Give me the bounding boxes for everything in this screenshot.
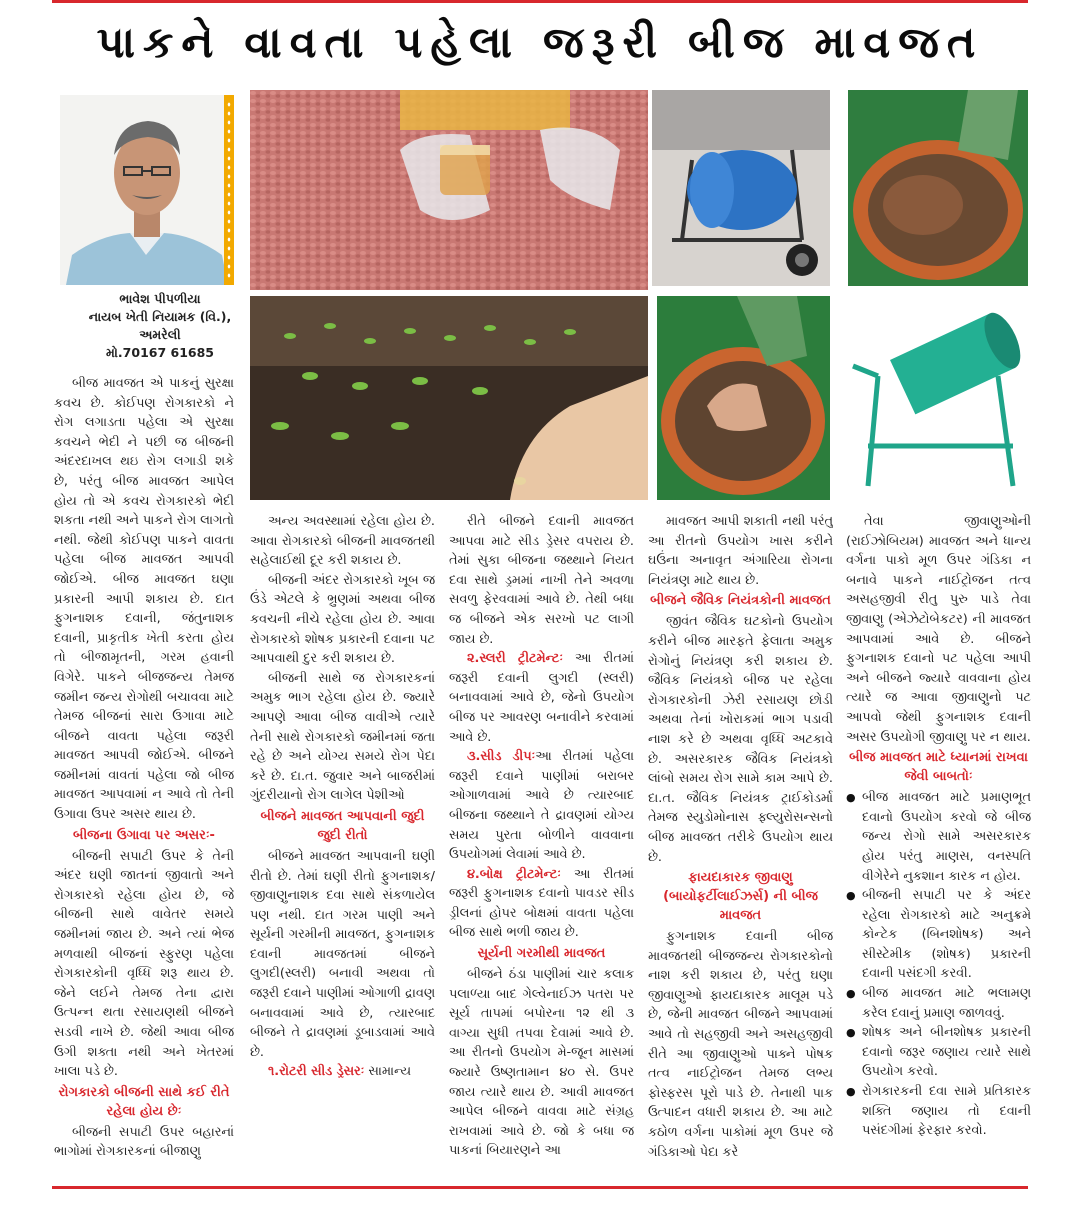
- col5-bullet-item: ● રોગકારકની દવા સામે પ્રતિકારક શક્તિ જણાય તો દવાની પસંદગીમાં ફેરફાર કરવો.: [846, 1082, 1031, 1141]
- col3-paragraph-1: રીતે બીજને દવાની માવજત આપવા માટે સીડ ડ્રેસર વપરાય છે. તેમાં સુકા બીજના જથ્થાને નિયત દવા સાથે ડ્રમમાં નાખી તેને અવળા સવળુ ફેરવવામાં આવે છે. તેથી બધા જ બીજને એક સરખો પટ લાગી જાય છે.: [449, 514, 634, 647]
- col5-paragraph-1: તેવા જીવાણુઓની (રાઈઝોબિયમ) માવજત અને ધાન્ય વર્ગના પાકો મૂળ ઉપર ગંડિકા ન બનાવે પાકને નાઈટ્રોજન તત્વ અસહજીવી રીતુ પુરુ પાડે તેવા જીવાણુ (એઝેટોબેકટર) ની માવજત આપવામાં આવે છે. બીજને ફુગનાશક દવાનો પટ પહેલા આપી અને બીજને જ્યારે વાવવાના હોય ત્યારે જ આવા જીવાણુનો પટ આપવો જેથી ફુગનાશક દવાની અસર ઉપયોગી જીવાણુ પર ન થાય.: [846, 514, 1031, 745]
- col3-lead-seed-dip: ૩.સીડ ડીપઃ: [467, 749, 536, 765]
- col3-text-seed-dip: આ રીતમાં પહેલા જરૂરી દવાને પાણીમાં બરાબર ઓગાળવામાં આવે છે ત્યારબાદ બીજના જથ્થાને તે દ્રાવણમાં યોગ્ય સમય પુરતા બોળીને વાવવાના ઉપયોગમાં લેવામાં આવે છે.: [449, 749, 634, 863]
- top-rule: [52, 0, 1028, 3]
- col4-subheading-1: બીજને જૈવિક નિયંત્રકોની માવજત: [650, 593, 831, 609]
- col2-paragraph-5: [250, 1062, 435, 1082]
- col2-paragraph-1: અન્ય અવસ્થામાં રહેલા હોય છે. આવા રોગકારકો બીજની માવજતથી સહેલાઈથી દૂર કરી શકાય છે.: [250, 514, 435, 569]
- author-photo: [60, 95, 232, 285]
- col1-paragraph-1: બીજ માવજત એ પાકનું સુરક્ષા કવચ છે. કોઈપણ રોગકારકો ને રોગ લગાડતા પહેલા એ સુરક્ષા કવચને ભેદી ને પછી જ બીજની અંદરદાખલ થઇ રોગ લગાડી શકે છે, પરંતુ બીજ માવજત આપેલ હોય તો એ કવચ રોગકારકો ભેદી શકતા નથી અને પાકને રોગ લાગતો નથી. જેથી કોઈપણ પાકને વાવતા પહેલા બીજ માવજત આપવી જોઈએ. બીજ માવજત ઘણા પ્રકારની આપી શકાય છે. દાત ફુગનાશક દવાની, જંતુનાશક દવાની, પ્રાકૃતીક ખેતી કરતા હોય તો બીજામૃતની, ગરમ હવાની વિગેરે. પાકને બીજજન્ય તેમજ જમીન જન્ય રોગોથી બચાવવા માટે તેમજ બીજનાં સારા ઉગાવા માટે બીજને વાવતા પહેલા જરૂરી માવજત આપવી જોઈએ. બીજને જમીનમાં વાવતાં પહેલા જો બીજ માવજત આપવામાં ન આવે તો તેની ઉગાવા ઉપર અસર થાય છે.: [54, 376, 234, 823]
- author-name: ભાવેશ પીપળીયા: [119, 291, 201, 306]
- col3-text-box: આ રીતમાં જરૂરી ફુગનાશક દવાનો પાવડર સીડ ડ્રીલનાં હોપર બોક્ષમાં વાવતા પહેલા બીજ સાથે ભળી જાય છે.: [449, 866, 634, 941]
- col5-bullet-item: ● બીજ માવજત માટે પ્રમાણભૂત દવાનો ઉપયોગ કરવો જે બીજ જન્ય રોગો સામે અસરકારક હોય પરંતુ માણસ, વનસ્પતિ વીગેરેને નુકશાન કારક ન હોય.: [846, 788, 1031, 886]
- bottom-rule: [52, 1186, 1028, 1189]
- photo-seed-treatment-hands: [250, 90, 648, 290]
- article-column-1: [54, 374, 234, 1180]
- article-column-5: [846, 512, 1031, 1180]
- author-designation: નાયબ ખેતી નિયામક (વિ.),: [88, 309, 232, 324]
- article-column-4: [648, 512, 833, 1180]
- col1-subheading-2: રોગકારકો બીજની સાથે કઈ રીતે રહેલા હોય છેઃ: [58, 1084, 230, 1119]
- headline: પાકને વાવતા પહેલા જરૂરી બીજ માવજત: [96, 18, 984, 68]
- col3-lead-slurry: ૨.સ્લરી ટ્રીટમેન્ટઃ: [467, 651, 564, 667]
- col4-subheading-2: ફાયદાકારક જીવાણુ (બાયોફર્ટીલાઈઝર્સ) ની બીજ માવજત: [663, 870, 818, 924]
- author-place: અમરેલી: [139, 327, 181, 342]
- photo-rotary-drum-dresser: [652, 90, 830, 286]
- author-info: [60, 290, 260, 362]
- photo-bowl-seeds-powder: [848, 90, 1028, 286]
- article-column-3: [449, 512, 634, 1180]
- article-column-2: [250, 512, 435, 1180]
- col5-bullet-item: ● બીજ માવજત માટે ભલામણ કરેલ દવાનું પ્રમાણ જાળવવું.: [846, 984, 1031, 1023]
- photo-seedlings-sowing: [250, 296, 648, 500]
- col2-subheading-1: બીજને માવજત આપવાની જુદી જુદી રીતો: [260, 808, 425, 843]
- col4-paragraph-1: માવજત આપી શકાતી નથી પરંતુ આ રીતનો ઉપયોગ ખાસ કરીને ઘઉંના અનાવૃત અંગારિયા રોગના નિયંત્રણ માટે થાય છે.: [648, 514, 833, 588]
- col3-paragraph-3: [449, 747, 634, 865]
- col1-subheading-1: બીજના ઉગાવા પર અસરઃ-: [73, 827, 215, 843]
- col3-lead-box: ૪.બોક્ષ ટ્રીટમેન્ટઃ: [467, 866, 561, 882]
- col3-paragraph-4: [449, 865, 634, 943]
- col2-text-rotary: સામાન્ય: [364, 1064, 411, 1080]
- photo-mixing-powder-bowl: [657, 296, 830, 500]
- col3-text-slurry: આ રીતમાં જરૂરી દવાની લુગદી (સ્લરી) બનાવવામાં આવે છે, જેનો ઉપયોગ બીજ પર આવરણ બનાવીને કરવામાં આવે છે.: [449, 651, 634, 745]
- col2-lead-rotary: ૧.રોટરી સીડ ડ્રેસરઃ: [268, 1064, 365, 1080]
- col5-subheading-1: બીજ માવજત માટે ધ્યાનમાં રાખવા જેવી બાબતોઃ: [849, 750, 1028, 785]
- col2-paragraph-3: બીજની સાથે જ રોગકારકનાં અમુક ભાગ રહેલા હોય છે. જ્યારે આપણે આવા બીજ વાવીએ ત્યારે તેની સાથે રોગકારકો જમીનમાં જતા રહે છે અને યોગ્ય સમયે રોગ પેદા કરે છે. દા.ત. જુવાર અને બાજરીમાં ગુંદરીયાનો રોગ લાગેલ પેશીઓ: [250, 670, 435, 804]
- photo-drum-mixer-stand: [848, 296, 1028, 500]
- col3-paragraph-5: બીજને ઠંડા પાણીમાં ચાર કલાક પલાળ્યા બાદ ગેલ્વેનાઈઝ પતરા પર સૂર્ય તાપમાં બપોરના ૧૨ થી ૩ વાગ્યા સુધી તપવા દેવામાં આવે છે. આ રીતનો ઉપયોગ મે-જૂન માસમાં જ્યારે ઉષ્ણતામાન ૪૦ સે. ઉપર જાય ત્યારે થાય છે. આવી માવજત આપેલ બીજને વાવવા માટે સંગ્રહ રાખવામાં આવે છે. જો કે બધા જ પાકનાં બિયારણને આ: [449, 967, 634, 1159]
- col3-paragraph-2: [449, 649, 634, 747]
- col2-paragraph-2: બીજની અંદર રોગકારકો ખૂબ જ ઉંડે એટલે કે ભ્રુણમાં અથવા બીજ કવચની નીચે રહેલા હોય છે. આવા રોગકારકો શોષક પ્રકારની દવાના પટ આપવાથી દુર કરી શકાય છે.: [250, 572, 435, 667]
- col3-subheading-1: સૂર્યની ગરમીથી માવજત: [477, 946, 606, 962]
- col5-bullet-list: [846, 788, 1031, 1141]
- col5-bullet-item: ● બીજની સપાટી પર કે અંદર રહેલા રોગકારકો માટે અનુક્રમે કોન્ટેક (બિનશોષક) અને સીસ્ટેમીક (શોષક) પ્રકારની દવાની પસંદગી કરવી.: [846, 886, 1031, 984]
- col2-paragraph-4: બીજને માવજત આપવાની ઘણી રીતો છે. તેમાં ઘણી રીતો ફુગનાશક/જીવાણુનાશક દવા સાથે સંકળાયેલ પણ નથી. દાત ગરમ પાણી અને સૂર્યની ગરમીની માવજત, ફુગનાશક દવાની માવજતમાં બીજને લુગદી(સ્લરી) બનાવી અથવા તો જરૂરી દવાને પાણીમાં ઓગાળી દ્રાવણ બનાવવામાં આવે છે, ત્યારબાદ બીજને તે દ્રાવણમાં ડૂબાડવામાં આવે છે.: [250, 848, 435, 1060]
- col4-paragraph-2: જીવંત જૈવિક ઘટકોનો ઉપયોગ કરીને બીજ મારફતે ફેલાતા અમુક રોગોનું નિયંત્રણ કરી શકાય છે. જૈવિક નિયંત્રકો બીજ પર રહેલા રોગકારકોની ઝેરી રસાયણ છોડી અથવા તેનાં ખોરાકમાં ભાગ પડાવી નાશ કરે છે અથવા વૃધ્ધિ અટકાવે છે. અસરકારક જૈવિક નિયંત્રકો લાંબો સમય રોગ સામે કામ આપે છે. દા.ત. જૈવિક નિયંત્રક ટ્રાઈકોડર્મા તેમજ સ્યુડોમોનાસ ફ્લ્યુરોસન્સનો બીજ માવજત તરીકે ઉપયોગ થાય છે.: [648, 614, 833, 865]
- col4-paragraph-3: ફુગનાશક દવાની બીજ માવજતથી બીજજન્ય રોગકારકોનો નાશ કરી શકાય છે, પરંતુ ઘણા જીવાણુઓ ફાયદાકારક માલૂમ પડે છે, જેની માવજત બીજને આપવામાં આવે તો સહજીવી અને અસહજીવી રીતે આ જીવાણુઓ પાક્ને પોષક તત્વ નાઈટ્રોજન તેમજ લભ્ય ફોસ્ફરસ પૂરો પાડે છે. તેનાથી પાક ઉત્પાદન વધારી શકાય છે. આ માટે કઠોળ વર્ગના પાકોમાં મૂળ ઉપર જે ગંડિકાઓ પેદા કરે: [648, 929, 833, 1160]
- author-phone: મો.70167 61685: [105, 345, 215, 360]
- col1-paragraph-3: બીજની સપાટી ઉપર બહારનાં ભાગોમાં રોગકારકનાં બીજાણુ: [54, 1124, 234, 1160]
- col1-paragraph-2: બીજની સપાટી ઉપર કે તેની અંદર ઘણી જાતનાં જીવાતો અને રોગકારકો રહેલા હોય છે, જે બીજની સાથે વાવેતર સમયે જમીનમાં જાય છે. અને ત્યાં ભેજ મળવાથી બીજનાં સ્ફુરણ પહેલા રોગકારકોની વૃધ્ધિ શરૂ થાય છે. જેને લઈને તેમજ તેના દ્વારા ઉત્પન્ન થતા રસાયણથી બીજને સડવી નાખે છે. જેથી આવા બીજ ઉગી શક્તા નથી અને ખેતરમાં ખાલા પડે છે.: [54, 848, 234, 1080]
- author-dots: [226, 100, 232, 280]
- col5-bullet-item: ● શોષક અને બીનશોષક પ્રકારની દવાનો જરૂર જણાય ત્યારે સાથે ઉપયોગ કરવો.: [846, 1023, 1031, 1082]
